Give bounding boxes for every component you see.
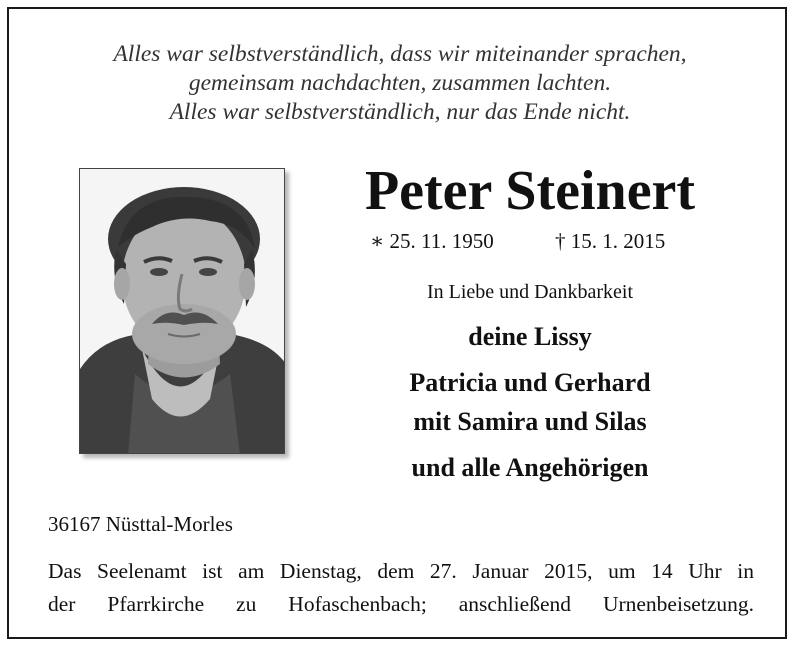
mourner-line-3: mit Samira und Silas bbox=[413, 407, 647, 436]
quote-line-1: Alles war selbstverständlich, dass wir miteinander sprachen, bbox=[113, 41, 687, 67]
birth-date: ∗ 25. 11. 1950 bbox=[370, 229, 494, 253]
portrait-photo bbox=[79, 168, 285, 454]
service-notice-line-1: Das Seelenamt ist am Dienstag, dem 27. Januar 2015, um 14 Uhr in bbox=[48, 559, 754, 583]
service-notice bbox=[48, 555, 754, 621]
dedication-line: In Liebe und Dankbarkeit bbox=[426, 281, 634, 303]
portrait-illustration bbox=[80, 169, 285, 454]
mourner-line-4: und alle Angehörigen bbox=[411, 453, 649, 482]
quote-line-2: gemeinsam nachdachten, zusammen lachten. bbox=[188, 70, 612, 96]
death-date: † 15. 1. 2015 bbox=[555, 229, 666, 253]
mourner-line-1: deine Lissy bbox=[468, 322, 592, 351]
quote-line-3: Alles war selbstverständlich, nur das Ende nicht. bbox=[169, 99, 631, 125]
memorial-quote bbox=[0, 40, 800, 127]
deceased-name: Peter Steinert bbox=[364, 160, 696, 222]
service-notice-line-2: der Pfarrkirche zu Hofaschenbach; anschließend Urnenbeisetzung. bbox=[48, 592, 754, 616]
place-of-residence: 36167 Nüsttal-Morles bbox=[48, 512, 233, 536]
mourner-line-2: Patricia und Gerhard bbox=[409, 368, 651, 397]
